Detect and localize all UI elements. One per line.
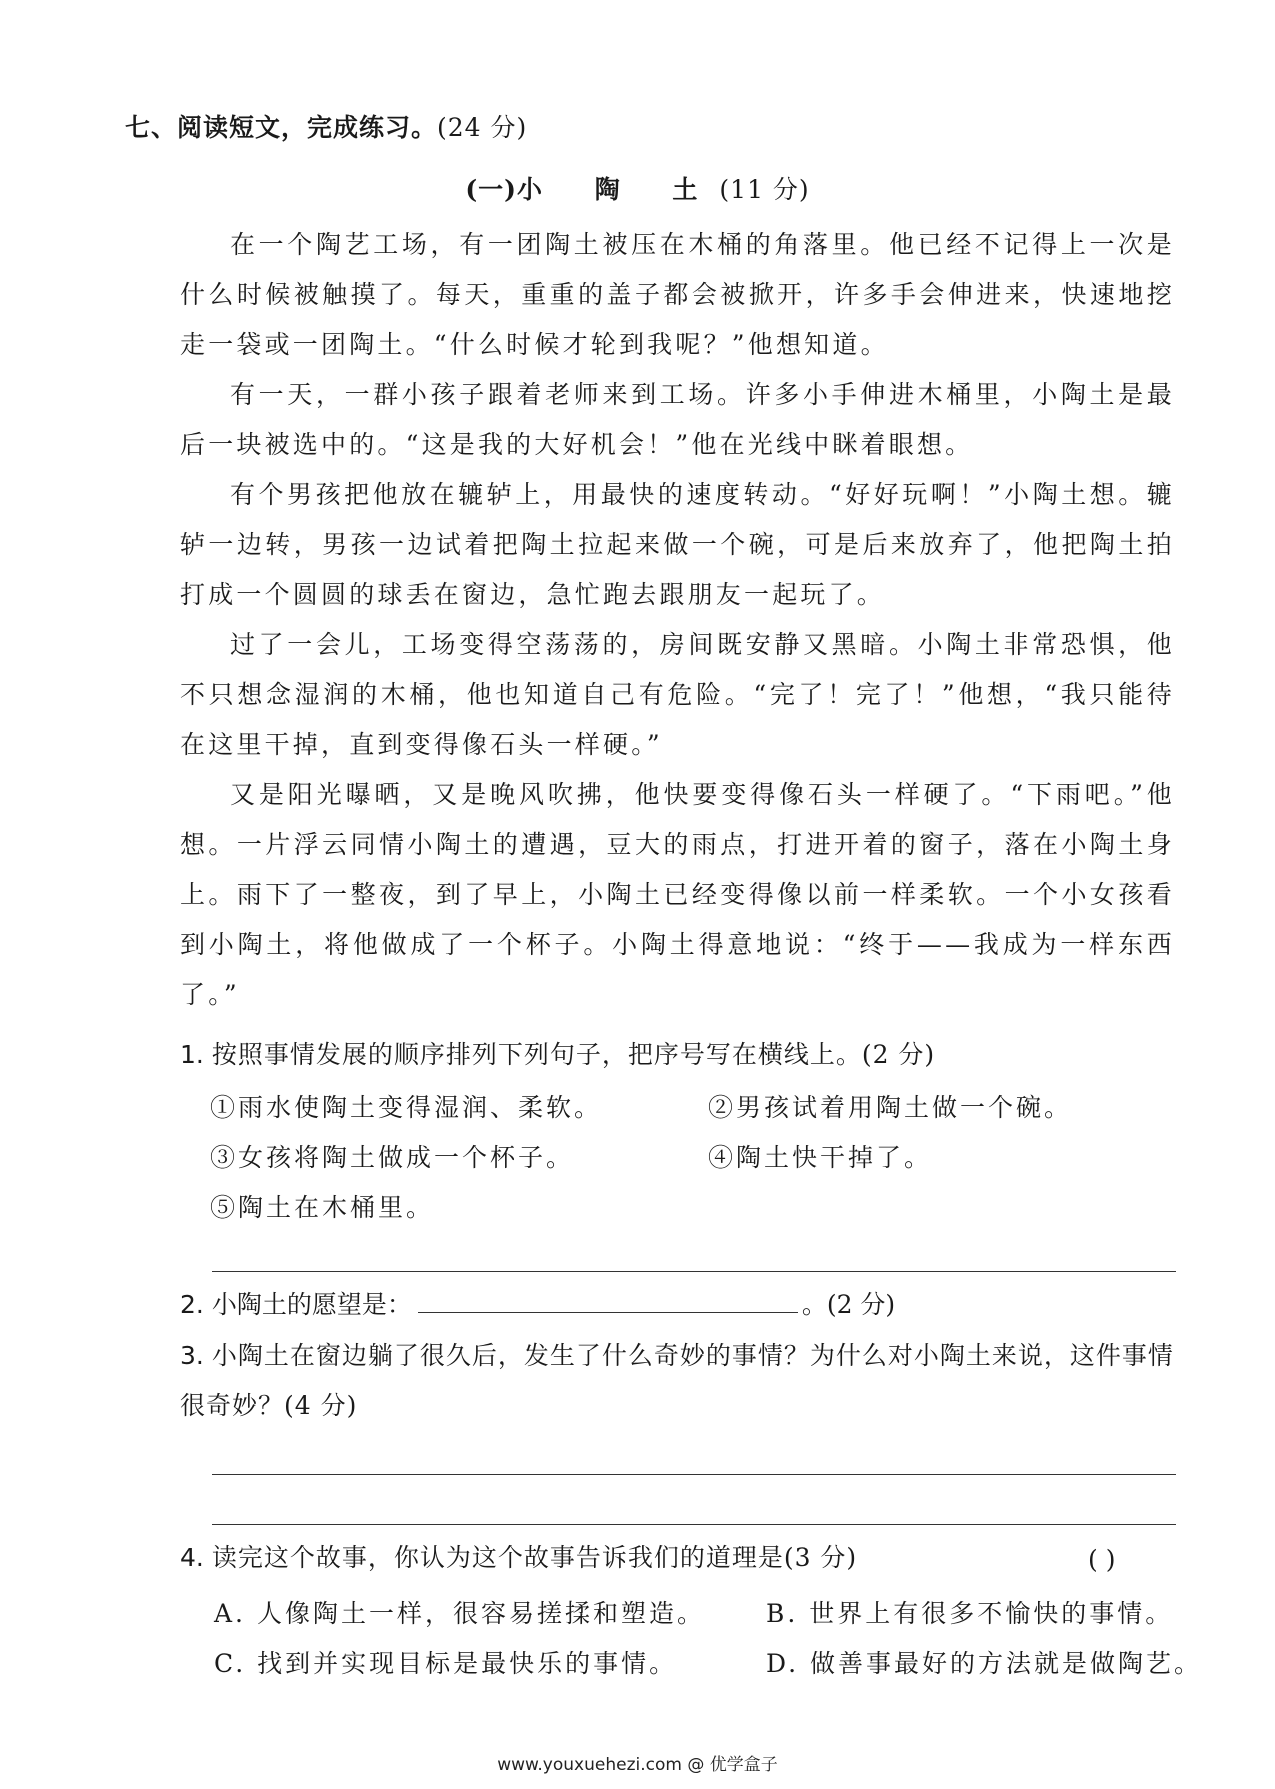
question-2 xyxy=(180,1280,895,1330)
story-title-text: 小 陶 土 xyxy=(516,175,720,204)
q3-answer-line-1[interactable] xyxy=(212,1474,1176,1475)
q4-option-b: B. 世界上有很多不愉快的事情。 xyxy=(766,1599,1174,1628)
question-1-number: 1. xyxy=(180,1040,204,1069)
question-1 xyxy=(180,1030,935,1080)
question-2-text: 小陶土的愿望是： xyxy=(211,1290,412,1319)
q4-option-c: C. 找到并实现目标是最快乐的事情。 xyxy=(214,1649,678,1678)
footer-watermark: www.youxuehezi.com @ 优学盒子 xyxy=(497,1755,778,1775)
q1-option-2: ②男孩试着用陶土做一个碗。 xyxy=(708,1093,1073,1122)
q4-answer-paren[interactable]: ( ) xyxy=(1088,1545,1116,1574)
story-title xyxy=(0,170,1275,206)
q2-answer-blank[interactable] xyxy=(418,1282,798,1313)
passage-paragraph: 在一个陶艺工场，有一团陶土被压在木桶的角落里。他已经不记得上一次是什么时候被触摸了。每天，重重的盖子都会被掀开，许多手会伸进来，快速地挖走一袋或一团陶土。“什么时候才轮到我呢？”他想知道。 xyxy=(180,230,1175,359)
question-2-tail: 。(2 分) xyxy=(801,1290,896,1319)
q1-option-3: ③女孩将陶土做成一个杯子。 xyxy=(210,1143,575,1172)
q1-option-1: ①雨水使陶土变得湿润、柔软。 xyxy=(210,1093,603,1122)
question-3-number: 3. xyxy=(180,1341,204,1370)
section-points: (24 分) xyxy=(437,113,528,142)
question-4-text: 读完这个故事，你认为这个故事告诉我们的道理是(3 分) xyxy=(211,1543,858,1572)
q1-option-4: ④陶土快干掉了。 xyxy=(708,1143,933,1172)
question-1-text: 按照事情发展的顺序排列下列句子，把序号写在横线上。(2 分) xyxy=(211,1040,936,1069)
q4-option-d: D. 做善事最好的方法就是做陶艺。 xyxy=(766,1649,1203,1678)
question-2-number: 2. xyxy=(180,1290,204,1319)
q4-option-a: A. 人像陶土一样，很容易搓揉和塑造。 xyxy=(214,1599,705,1628)
question-3 xyxy=(180,1331,1175,1431)
section-title xyxy=(125,108,527,144)
question-3-text: 小陶土在窗边躺了很久后，发生了什么奇妙的事情？为什么对小陶土来说，这件事情很奇妙？(4 分) xyxy=(180,1341,1174,1420)
story-prefix: (一) xyxy=(465,175,517,204)
passage-paragraph: 过了一会儿，工场变得空荡荡的，房间既安静又黑暗。小陶土非常恐惧，他不只想念湿润的木桶，他也知道自己有危险。“完了！完了！”他想，“我只能待在这里干掉，直到变得像石头一样硬。” xyxy=(180,630,1175,759)
section-title-text: 七、阅读短文，完成练习。 xyxy=(125,113,438,142)
q3-answer-line-2[interactable] xyxy=(212,1524,1176,1525)
passage xyxy=(180,220,1175,1020)
passage-paragraph: 有个男孩把他放在辘轳上，用最快的速度转动。“好好玩啊！”小陶土想。辘轳一边转，男孩一边试着把陶土拉起来做一个碗，可是后来放弃了，他把陶土拍打成一个圆圆的球丢在窗边，急忙跑去跟朋友一起玩了。 xyxy=(180,480,1175,609)
story-points: (11 分) xyxy=(719,175,810,204)
q1-option-5: ⑤陶土在木桶里。 xyxy=(210,1193,435,1222)
question-4 xyxy=(180,1533,857,1583)
passage-paragraph: 又是阳光曝晒，又是晚风吹拂，他快要变得像石头一样硬了。“下雨吧。”他想。一片浮云同情小陶土的遭遇，豆大的雨点，打进开着的窗子，落在小陶土身上。雨下了一整夜，到了早上，小陶土已经变得像以前一样柔软。一个小女孩看到小陶土，将他做成了一个杯子。小陶土得意地说：“终于——我成为一样东西了。” xyxy=(180,780,1175,1009)
passage-paragraph: 有一天，一群小孩子跟着老师来到工场。许多小手伸进木桶里，小陶土是最后一块被选中的。“这是我的大好机会！”他在光线中眯着眼想。 xyxy=(180,380,1175,459)
question-4-number: 4. xyxy=(180,1543,204,1572)
q1-answer-line[interactable] xyxy=(212,1271,1176,1272)
